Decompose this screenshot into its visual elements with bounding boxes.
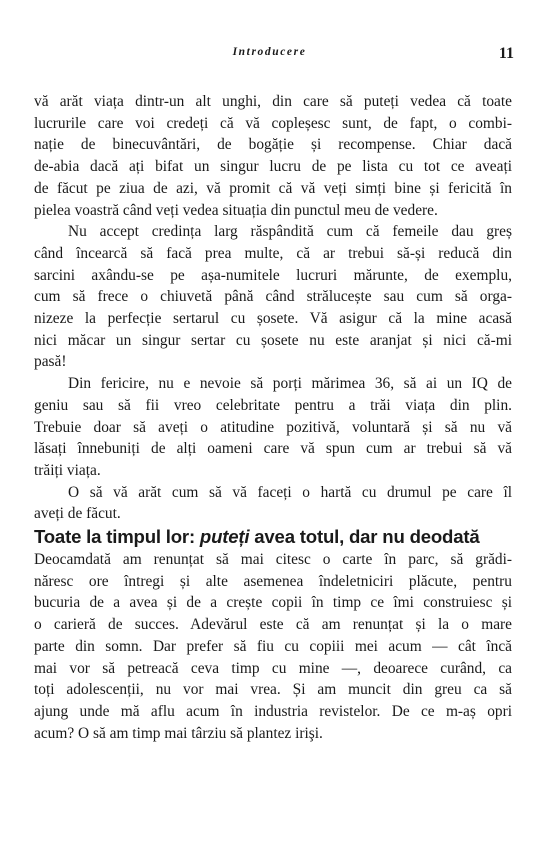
text-line: sarcini axându-se pe așa-numitele lucruri mărunte, de exemplu, — [34, 266, 512, 284]
text-line: acum? O să am timp mai târziu să plantez irişi. — [34, 724, 323, 742]
text-line: Deocamdată am renunțat să mai citesc o carte în parc, să grădi- — [34, 551, 512, 569]
text-line: O să vă arăt cum să vă faceți o hartă cu drumul pe care îl — [68, 483, 512, 501]
text-line: toți adolescenții, nu vor mai vrea. Și am muncit din greu ca să — [34, 681, 512, 699]
heading-text: avea totul, dar nu deodată — [249, 526, 480, 548]
page-number: 11 — [498, 45, 514, 62]
text-line: năresc ore întregi și alte asemenea îndeletniciri plăcute, pentru — [34, 572, 512, 590]
text-line: trăiți viața. — [34, 461, 101, 479]
text-line: Nu accept credința larg răspândită cum că femeile dau greș — [68, 223, 512, 241]
text-line: nici măcar un singur sertar cu șosete nu este aranjat și nici că-mi — [34, 331, 512, 349]
body-text — [34, 91, 512, 744]
text-line: nizeze la perfecție sertarul cu șosete. Vă asigur că la mine acasă — [34, 310, 512, 328]
text-line: pasă! — [34, 353, 67, 371]
paragraph — [34, 91, 512, 221]
text-line: lucrurile care voi credeți că vă copleșesc sunt, de fapt, o combi- — [34, 114, 512, 132]
text-line: Trebuie doar să aveți o atitudine pozitivă, voluntară și să nu vă — [34, 418, 512, 436]
text-line: bucuria de a avea și de a crește copii în timp ce îmi construiesc și — [34, 594, 512, 612]
heading-text: Toate la timpul lor: — [34, 526, 200, 548]
text-line: de făcut pe ziua de azi, vă promit că vă veți simți bine și fericită în — [34, 179, 512, 197]
text-line: nație de binecuvântări, de bogăție și recompense. Chiar dacă — [34, 136, 512, 154]
text-line: geniu sau să fii vreo celebritate pentru a trăi viața din plin. — [34, 396, 512, 414]
paragraph — [34, 482, 512, 525]
running-head: Introducere — [232, 46, 307, 58]
text-line: când încearcă să facă prea multe, că ar trebui să-și reducă din — [34, 244, 512, 262]
text-line: pielea voastră când veți vedea situația din punctul meu de vedere. — [34, 201, 438, 219]
text-line: mai vor să petreacă ceva timp cu mine —, deoarece curând, ca — [34, 659, 512, 677]
paragraph — [34, 373, 512, 482]
text-line: aveți de făcut. — [34, 505, 121, 523]
text-line: lăsați înnebuniți de alți oameni care vă spun cum ar trebui să vă — [34, 440, 512, 458]
text-line: cum să frece o chiuvetă până când strălucește sau cum să orga- — [34, 288, 512, 306]
paragraph — [34, 221, 512, 373]
text-line: de-abia dacă ați bifat un singur lucru de pe lista cu tot ce aveați — [34, 158, 512, 176]
text-line: Din fericire, nu e nevoie să porți mărimea 36, să ai un IQ de — [68, 375, 512, 393]
section-heading — [34, 525, 512, 549]
text-line: ajung unde mă aflu acum în industria revistelor. De ce m-aș opri — [34, 702, 512, 720]
heading-emphasis: puteți — [199, 526, 250, 548]
text-line: vă arăt viața dintr-un alt unghi, din care să puteți vedea că toate — [34, 93, 512, 110]
text-line: o carieră de succes. Adevărul este că am renunțat și la o mare — [34, 616, 512, 634]
text-line: parte din somn. Dar prefer să fiu cu copiii mei acum — cât încă — [34, 637, 512, 655]
paragraph — [34, 549, 512, 744]
